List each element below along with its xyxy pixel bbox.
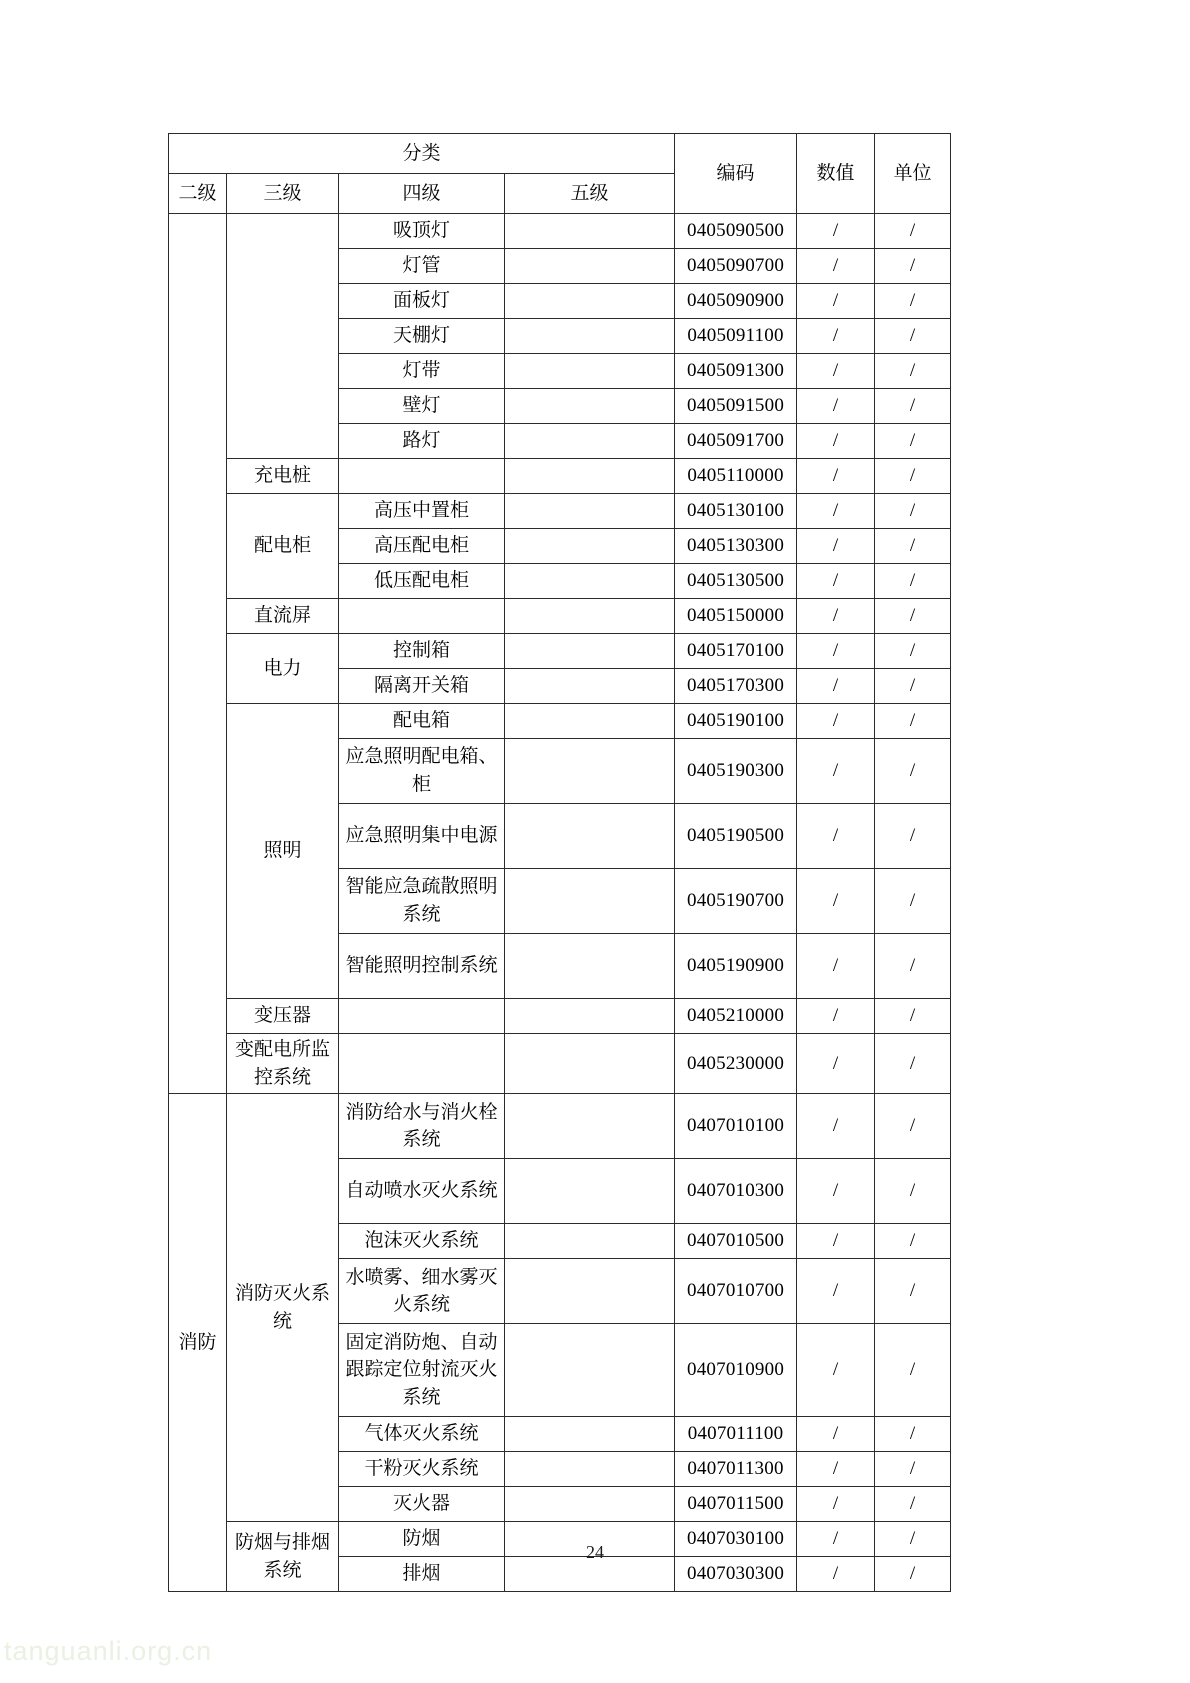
cell-unit: / — [875, 804, 951, 869]
cell-code: 0407010300 — [675, 1159, 797, 1224]
cell-code: 0405130100 — [675, 494, 797, 529]
cell-level4: 配电箱 — [339, 704, 505, 739]
cell-level3: 电力 — [227, 634, 339, 704]
table-row — [169, 494, 951, 529]
cell-value: / — [797, 669, 875, 704]
cell-code: 0405090500 — [675, 214, 797, 249]
cell-value: / — [797, 389, 875, 424]
cell-code: 0405091300 — [675, 354, 797, 389]
cell-code: 0407011100 — [675, 1417, 797, 1452]
cell-code: 0405230000 — [675, 1034, 797, 1094]
cell-level2 — [169, 214, 227, 1094]
cell-value: / — [797, 249, 875, 284]
cell-code: 0407030100 — [675, 1522, 797, 1557]
cell-code: 0405190700 — [675, 869, 797, 934]
cell-code: 0405090700 — [675, 249, 797, 284]
cell-unit: / — [875, 1094, 951, 1159]
cell-unit: / — [875, 1557, 951, 1592]
cell-level5 — [505, 319, 675, 354]
cell-value: / — [797, 934, 875, 999]
cell-level3: 消防灭火系统 — [227, 1094, 339, 1522]
cell-level4: 吸顶灯 — [339, 214, 505, 249]
cell-unit: / — [875, 704, 951, 739]
table-row — [169, 704, 951, 739]
cell-level4: 自动喷水灭火系统 — [339, 1159, 505, 1224]
cell-code: 0407011300 — [675, 1452, 797, 1487]
cell-code: 0405110000 — [675, 459, 797, 494]
cell-level4: 水喷雾、细水雾灭火系统 — [339, 1259, 505, 1324]
cell-unit: / — [875, 564, 951, 599]
cell-level5 — [505, 564, 675, 599]
cell-value: / — [797, 1324, 875, 1417]
cell-value: / — [797, 1487, 875, 1522]
cell-level4: 低压配电柜 — [339, 564, 505, 599]
cell-level4: 智能应急疏散照明系统 — [339, 869, 505, 934]
cell-unit: / — [875, 319, 951, 354]
cell-level5 — [505, 739, 675, 804]
cell-level5 — [505, 1034, 675, 1094]
cell-level4: 防烟 — [339, 1522, 505, 1557]
cell-code: 0405130300 — [675, 529, 797, 564]
cell-unit: / — [875, 389, 951, 424]
cell-level5 — [505, 869, 675, 934]
cell-unit: / — [875, 999, 951, 1034]
cell-level4: 消防给水与消火栓系统 — [339, 1094, 505, 1159]
cell-level4: 天棚灯 — [339, 319, 505, 354]
cell-level4: 路灯 — [339, 424, 505, 459]
cell-level4 — [339, 999, 505, 1034]
cell-level4: 应急照明配电箱、柜 — [339, 739, 505, 804]
cell-unit: / — [875, 634, 951, 669]
cell-level5 — [505, 389, 675, 424]
cell-level3: 直流屏 — [227, 599, 339, 634]
cell-unit: / — [875, 354, 951, 389]
cell-level4: 灭火器 — [339, 1487, 505, 1522]
cell-level5 — [505, 459, 675, 494]
cell-level3: 照明 — [227, 704, 339, 999]
table-row — [169, 459, 951, 494]
cell-level4: 泡沫灭火系统 — [339, 1224, 505, 1259]
cell-value: / — [797, 704, 875, 739]
table-row — [169, 634, 951, 669]
cell-level4: 应急照明集中电源 — [339, 804, 505, 869]
cell-level3: 变压器 — [227, 999, 339, 1034]
cell-unit: / — [875, 599, 951, 634]
cell-level4 — [339, 599, 505, 634]
table-row — [169, 1094, 951, 1159]
cell-unit: / — [875, 1487, 951, 1522]
cell-level5 — [505, 934, 675, 999]
cell-code: 0407010900 — [675, 1324, 797, 1417]
cell-level5 — [505, 424, 675, 459]
cell-code: 0407010700 — [675, 1259, 797, 1324]
cell-level5 — [505, 804, 675, 869]
table-row — [169, 214, 951, 249]
header-code: 编码 — [675, 134, 797, 214]
cell-level3: 变配电所监控系统 — [227, 1034, 339, 1094]
watermark: tanguanli.org.cn — [4, 1636, 213, 1666]
cell-value: / — [797, 739, 875, 804]
cell-level5 — [505, 354, 675, 389]
cell-level4: 高压配电柜 — [339, 529, 505, 564]
cell-level5 — [505, 1417, 675, 1452]
cell-level5 — [505, 1259, 675, 1324]
cell-unit: / — [875, 214, 951, 249]
cell-level5 — [505, 599, 675, 634]
cell-value: / — [797, 634, 875, 669]
cell-level4: 隔离开关箱 — [339, 669, 505, 704]
cell-unit: / — [875, 249, 951, 284]
cell-value: / — [797, 1159, 875, 1224]
cell-unit: / — [875, 1034, 951, 1094]
cell-value: / — [797, 424, 875, 459]
cell-unit: / — [875, 1224, 951, 1259]
cell-level4: 灯管 — [339, 249, 505, 284]
cell-code: 0405170300 — [675, 669, 797, 704]
cell-code: 0405091500 — [675, 389, 797, 424]
cell-value: / — [797, 1522, 875, 1557]
cell-unit: / — [875, 284, 951, 319]
cell-level3: 防烟与排烟系统 — [227, 1522, 339, 1592]
cell-value: / — [797, 529, 875, 564]
cell-level4 — [339, 1034, 505, 1094]
cell-level5 — [505, 1094, 675, 1159]
cell-code: 0405190900 — [675, 934, 797, 999]
cell-value: / — [797, 494, 875, 529]
cell-level5 — [505, 494, 675, 529]
cell-unit: / — [875, 1324, 951, 1417]
header-unit: 单位 — [875, 134, 951, 214]
cell-value: / — [797, 354, 875, 389]
cell-code: 0407030300 — [675, 1557, 797, 1592]
cell-value: / — [797, 869, 875, 934]
cell-unit: / — [875, 1452, 951, 1487]
header-level4: 四级 — [339, 174, 505, 214]
cell-value: / — [797, 1557, 875, 1592]
cell-level4: 面板灯 — [339, 284, 505, 319]
cell-value: / — [797, 1034, 875, 1094]
cell-code: 0407010100 — [675, 1094, 797, 1159]
cell-unit: / — [875, 1417, 951, 1452]
cell-level4: 壁灯 — [339, 389, 505, 424]
cell-code: 0405190500 — [675, 804, 797, 869]
header-classification-group: 分类 — [169, 134, 675, 174]
cell-level4: 智能照明控制系统 — [339, 934, 505, 999]
cell-level5 — [505, 529, 675, 564]
cell-unit: / — [875, 739, 951, 804]
table-row — [169, 1034, 951, 1094]
cell-level4: 气体灭火系统 — [339, 1417, 505, 1452]
cell-level5 — [505, 634, 675, 669]
cell-level3: 充电桩 — [227, 459, 339, 494]
cell-value: / — [797, 804, 875, 869]
cell-unit: / — [875, 459, 951, 494]
cell-level3 — [227, 214, 339, 459]
cell-code: 0405150000 — [675, 599, 797, 634]
cell-level5 — [505, 284, 675, 319]
cell-unit: / — [875, 1159, 951, 1224]
cell-code: 0405190300 — [675, 739, 797, 804]
cell-unit: / — [875, 529, 951, 564]
cell-level5 — [505, 1452, 675, 1487]
cell-level4 — [339, 459, 505, 494]
cell-unit: / — [875, 424, 951, 459]
cell-unit: / — [875, 934, 951, 999]
cell-level5 — [505, 1159, 675, 1224]
cell-value: / — [797, 1259, 875, 1324]
table-header — [169, 134, 951, 214]
cell-value: / — [797, 1452, 875, 1487]
cell-code: 0405170100 — [675, 634, 797, 669]
cell-level5 — [505, 1224, 675, 1259]
cell-level4: 高压中置柜 — [339, 494, 505, 529]
header-level2: 二级 — [169, 174, 227, 214]
cell-code: 0405190100 — [675, 704, 797, 739]
cell-value: / — [797, 284, 875, 319]
cell-level2: 消防 — [169, 1094, 227, 1592]
cell-level5 — [505, 704, 675, 739]
cell-level4: 排烟 — [339, 1557, 505, 1592]
cell-code: 0407011500 — [675, 1487, 797, 1522]
header-level3: 三级 — [227, 174, 339, 214]
cell-level5 — [505, 1324, 675, 1417]
classification-code-table-wrapper — [168, 133, 950, 1592]
cell-code: 0407010500 — [675, 1224, 797, 1259]
cell-level4: 灯带 — [339, 354, 505, 389]
cell-level5 — [505, 249, 675, 284]
cell-level4: 干粉灭火系统 — [339, 1452, 505, 1487]
table-header-row-group — [169, 134, 951, 174]
cell-unit: / — [875, 669, 951, 704]
cell-code: 0405090900 — [675, 284, 797, 319]
cell-value: / — [797, 999, 875, 1034]
page-number: 24 — [586, 1542, 604, 1562]
cell-code: 0405130500 — [675, 564, 797, 599]
cell-value: / — [797, 599, 875, 634]
header-value: 数值 — [797, 134, 875, 214]
cell-unit: / — [875, 1259, 951, 1324]
cell-level4: 固定消防炮、自动跟踪定位射流灭火系统 — [339, 1324, 505, 1417]
classification-code-table — [168, 133, 951, 1592]
cell-code: 0405210000 — [675, 999, 797, 1034]
table-row — [169, 999, 951, 1034]
cell-level3: 配电柜 — [227, 494, 339, 599]
cell-value: / — [797, 1417, 875, 1452]
cell-value: / — [797, 1224, 875, 1259]
cell-value: / — [797, 214, 875, 249]
cell-level5 — [505, 214, 675, 249]
cell-value: / — [797, 1094, 875, 1159]
cell-value: / — [797, 319, 875, 354]
cell-level5 — [505, 999, 675, 1034]
cell-unit: / — [875, 869, 951, 934]
cell-code: 0405091100 — [675, 319, 797, 354]
cell-level5 — [505, 669, 675, 704]
cell-level5 — [505, 1487, 675, 1522]
cell-unit: / — [875, 1522, 951, 1557]
cell-value: / — [797, 459, 875, 494]
cell-value: / — [797, 564, 875, 599]
table-row — [169, 599, 951, 634]
header-level5: 五级 — [505, 174, 675, 214]
cell-level4: 控制箱 — [339, 634, 505, 669]
cell-code: 0405091700 — [675, 424, 797, 459]
table-body — [169, 214, 951, 1592]
cell-unit: / — [875, 494, 951, 529]
